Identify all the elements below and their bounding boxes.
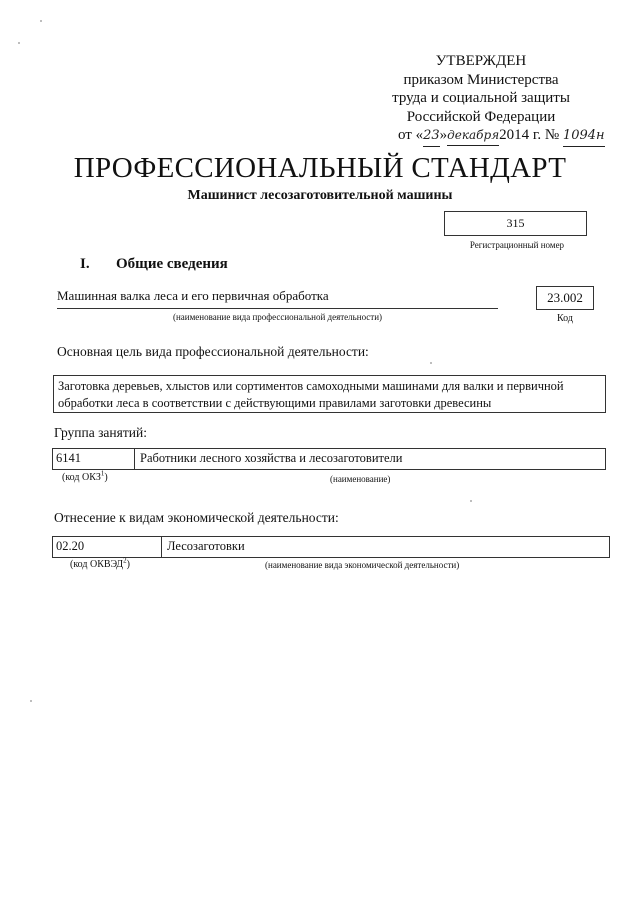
okz-caption-text: (код ОКЗ: [62, 472, 101, 483]
handwritten-month: декабря: [447, 126, 499, 146]
okved-caption-text: (код ОКВЭД: [70, 559, 124, 570]
okz-code-caption: [62, 469, 108, 483]
okved-name-cell: Лесозаготовки: [167, 539, 245, 553]
okved-caption-close: ): [126, 559, 130, 570]
activity-name-caption: (наименование вида профессиональной деятельности): [172, 312, 383, 322]
goal-label: Основная цель вида профессиональной деятельности:: [57, 344, 369, 359]
okved-footnote-mark: 2: [123, 556, 127, 565]
okz-caption-close: ): [104, 472, 108, 483]
date-prefix: от «: [398, 127, 424, 143]
handwritten-day: 23: [423, 127, 440, 147]
activity-underline: [57, 308, 498, 309]
okz-footnote-mark: 1: [100, 469, 105, 478]
date-sep: »: [439, 127, 448, 143]
registration-number-box: 315: [444, 211, 587, 236]
goal-text-box: Заготовка деревьев, хлыстов или сортиментов самоходными машинами для валки и первичной обработки леса в соответствии с действующими правилами заготовки древесины: [53, 375, 606, 413]
approval-date-line: [392, 126, 605, 147]
approval-line-federation: Российской Федерации: [406, 108, 556, 125]
scan-speck: [40, 20, 42, 22]
handwritten-order-number: 1094н: [563, 127, 605, 147]
okved-name-caption: (наименование вида экономической деятельности): [265, 560, 460, 570]
year-number-label: 2014 г. №: [499, 127, 560, 143]
approval-title: УТВЕРЖДЕН: [435, 53, 527, 69]
occupation-name-cell: Работники лесного хозяйства и лесозаготовители: [140, 451, 403, 465]
okved-code-caption: [70, 556, 130, 570]
scan-speck: [470, 500, 472, 502]
activity-code-box: 23.002: [536, 286, 594, 310]
economic-activity-label: Отнесение к видам экономической деятельности:: [54, 510, 339, 525]
occupation-group-label: Группа занятий:: [54, 425, 147, 440]
occupation-name-caption: (наименование): [330, 474, 391, 484]
approval-line-labor: труда и социальной защиты: [392, 90, 570, 106]
document-subtitle: Машинист лесозаготовительной машины: [187, 188, 453, 203]
scan-speck: [18, 42, 20, 44]
scan-speck: [30, 700, 32, 702]
registration-number-caption: Регистрационный номер: [469, 240, 565, 250]
approval-block: [392, 52, 605, 147]
section-number: I.: [80, 256, 90, 272]
document-title: ПРОФЕССИОНАЛЬНЫЙ СТАНДАРТ: [73, 152, 567, 184]
scan-speck: [430, 362, 432, 364]
activity-code-caption: Код: [557, 313, 573, 324]
approval-line-ministry: приказом Министерства: [403, 71, 559, 88]
okved-code-cell: 02.20: [52, 536, 162, 558]
activity-name: Машинная валка леса и его первичная обработка: [57, 288, 329, 303]
occupation-code-cell: 6141: [52, 448, 135, 470]
section-title: Общие сведения: [116, 256, 228, 272]
